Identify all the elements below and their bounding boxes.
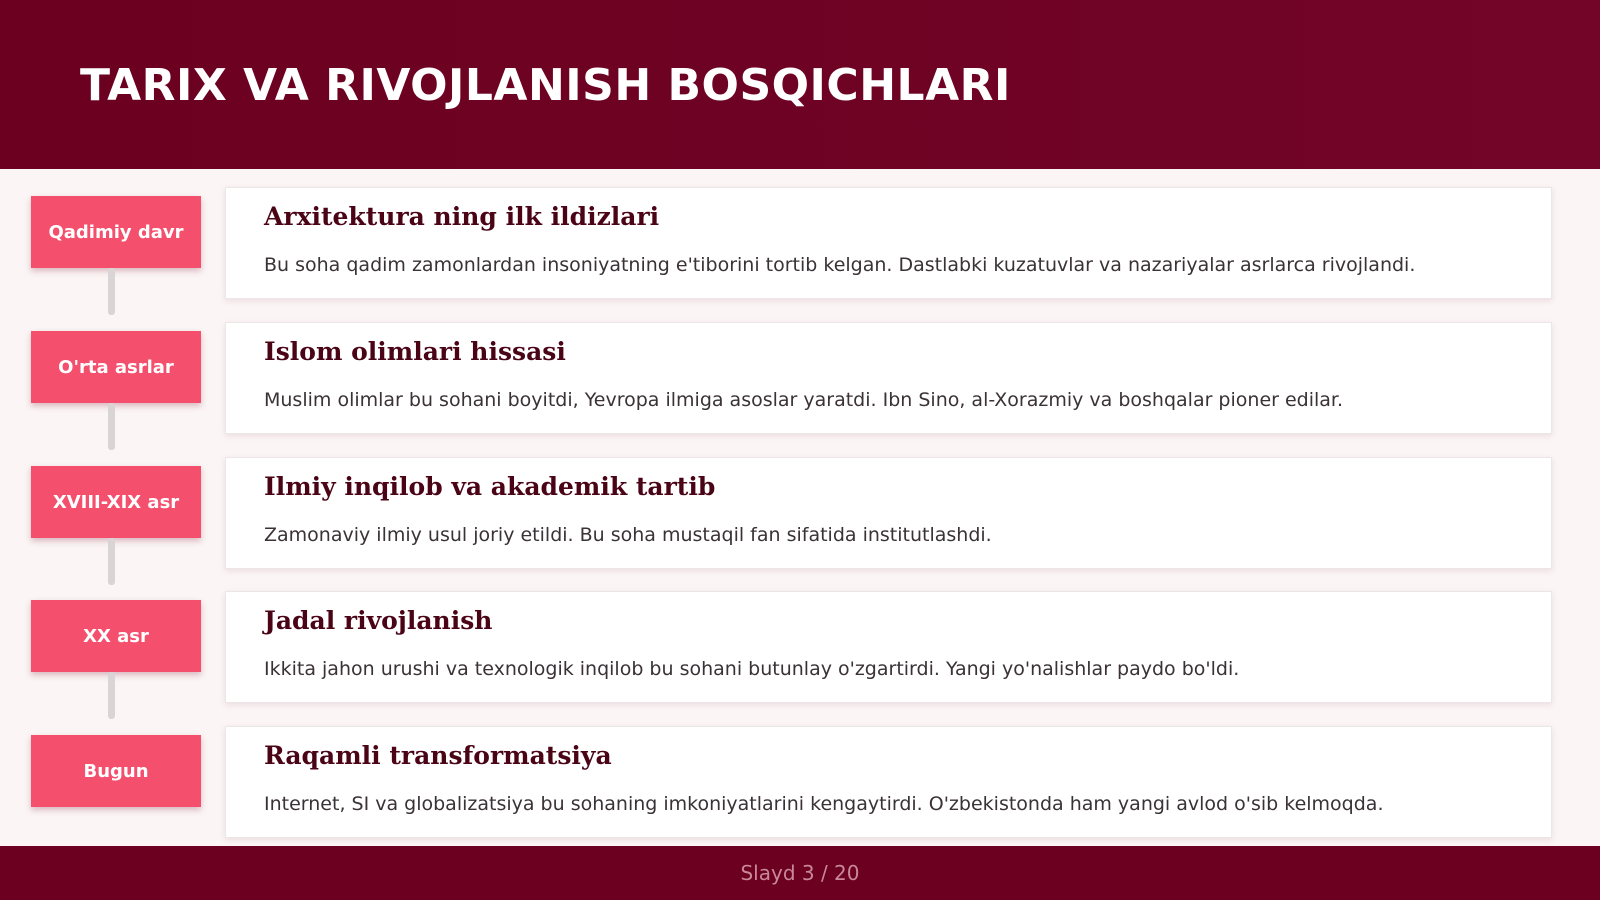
slide-title: TARIX VA RIVOJLANISH BOSQICHLARI (80, 60, 1011, 111)
timeline-item (0, 573, 1600, 685)
timeline-item (0, 304, 1600, 416)
card-description: Muslim olimlar bu sohani boyitdi, Yevropa ilmiga asoslar yaratdi. Ibn Sino, al-Xorazmiy va boshqalar pioner edilar. (264, 389, 1344, 411)
card-heading: Jadal rivojlanish (264, 606, 493, 635)
period-badge: XVIII-XIX asr (31, 466, 201, 538)
card-description: Bu soha qadim zamonlardan insoniyatning e'tiborini tortib kelgan. Dastlabki kuzatuvlar va nazariyalar asrlarca rivojlandi. (264, 254, 1416, 276)
card-heading: Arxitektura ning ilk ildizlari (264, 202, 660, 231)
card-heading: Islom olimlari hissasi (264, 337, 566, 366)
timeline-item (0, 169, 1600, 281)
card-heading: Ilmiy inqilob va akademik tartib (264, 472, 716, 501)
timeline (0, 169, 1600, 846)
timeline-card (225, 591, 1552, 703)
timeline-item (0, 708, 1600, 820)
card-description: Internet, SI va globalizatsiya bu sohaning imkoniyatlarini kengaytirdi. O'zbekistonda ham yangi avlod o'sib kelmoqda. (264, 793, 1384, 815)
slide-counter: Slayd 3 / 20 (740, 861, 860, 885)
slide-header (0, 0, 1600, 169)
timeline-card (225, 726, 1552, 838)
period-badge: XX asr (31, 600, 201, 672)
timeline-card (225, 187, 1552, 299)
period-badge: Qadimiy davr (31, 196, 201, 268)
period-badge: Bugun (31, 735, 201, 807)
timeline-card (225, 322, 1552, 434)
slide-footer (0, 846, 1600, 900)
card-heading: Raqamli transformatsiya (264, 741, 612, 770)
card-description: Zamonaviy ilmiy usul joriy etildi. Bu soha mustaqil fan sifatida institutlashdi. (264, 524, 992, 546)
timeline-item (0, 439, 1600, 551)
period-badge: O'rta asrlar (31, 331, 201, 403)
card-description: Ikkita jahon urushi va texnologik inqilob bu sohani butunlay o'zgartirdi. Yangi yo'nalishlar paydo bo'ldi. (264, 658, 1240, 680)
timeline-card (225, 457, 1552, 569)
